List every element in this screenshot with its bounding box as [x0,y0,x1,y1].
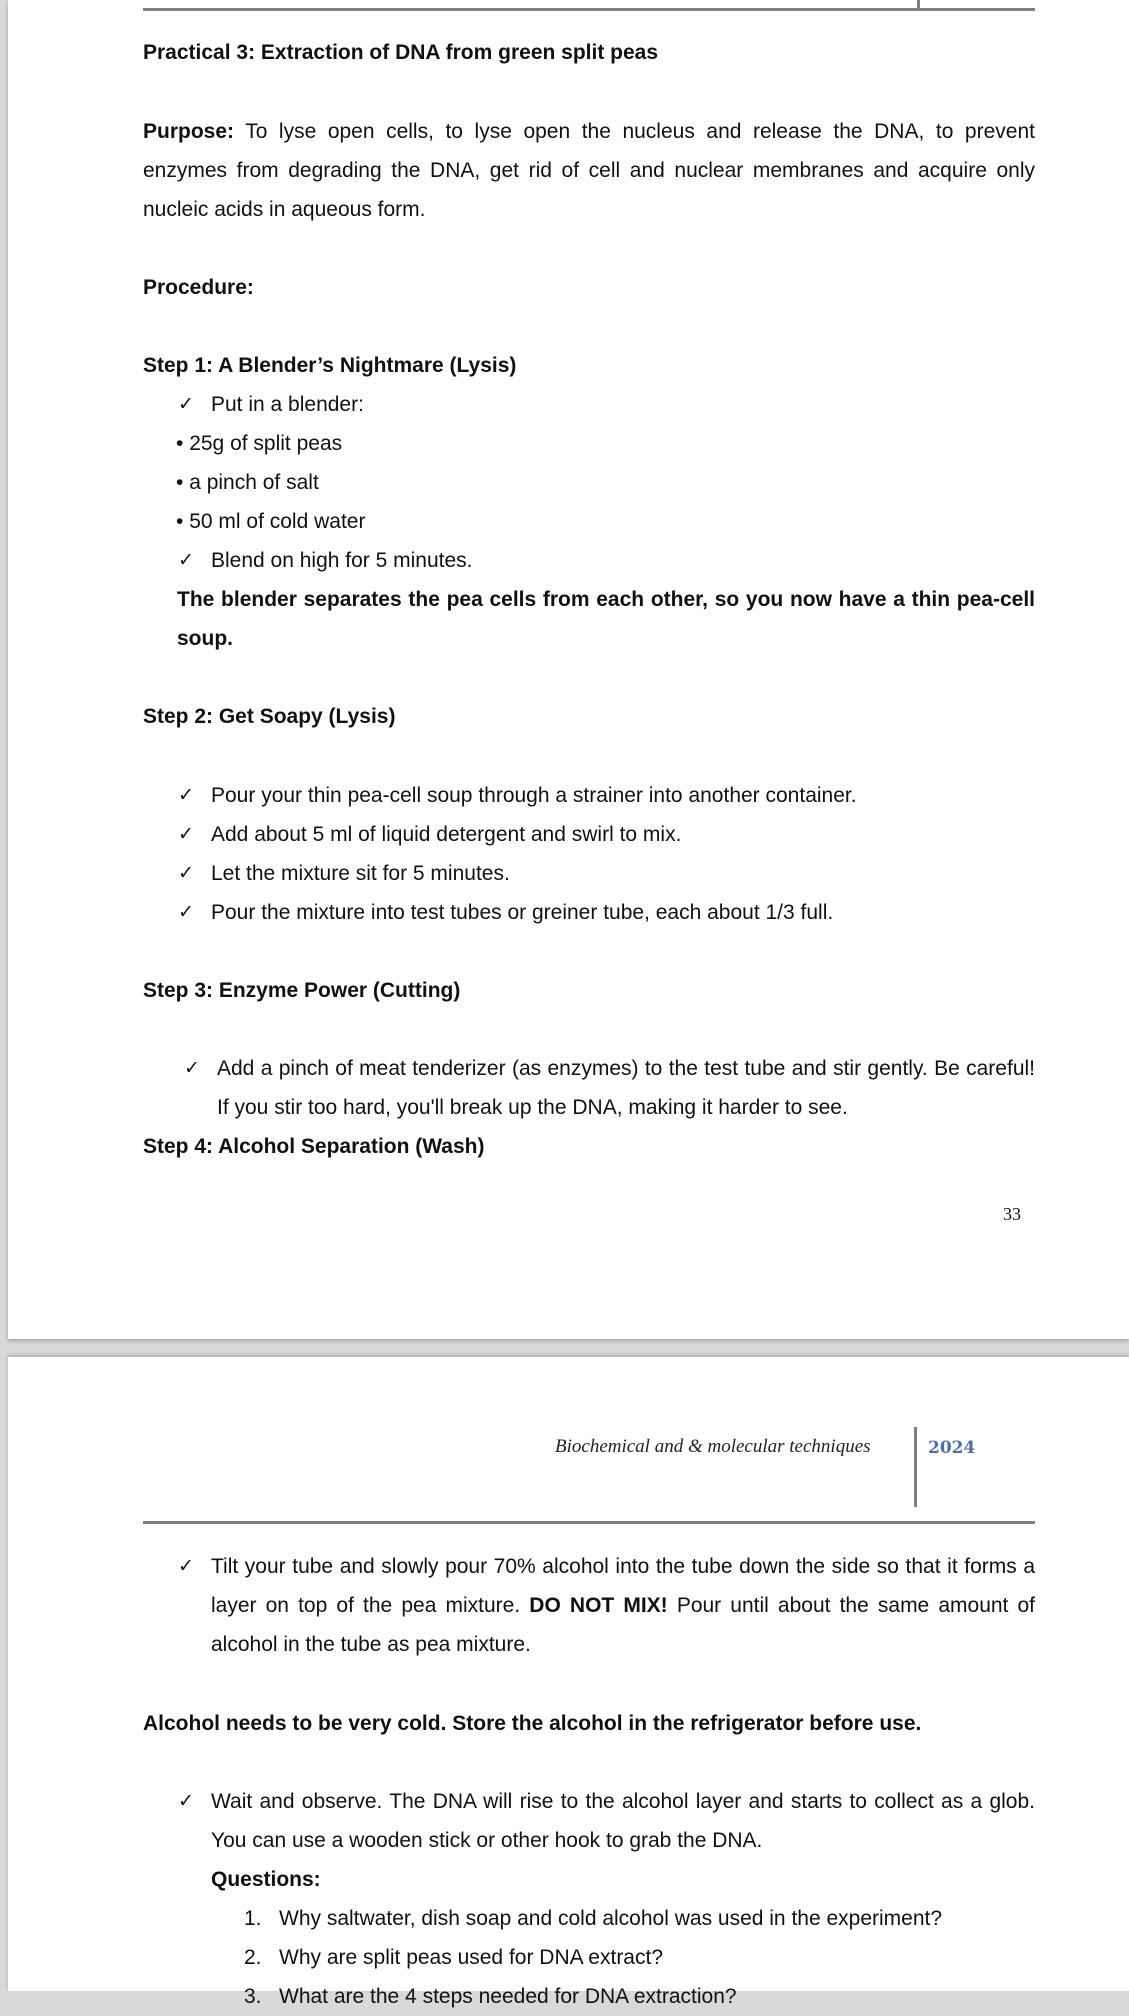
step2-heading: Step 2: Get Soapy (Lysis) [143,705,396,728]
questions-label: Questions: [211,1868,321,1891]
practical-title: Practical 3: Extraction of DNA from green split peas [143,41,659,64]
step1-note: The blender separates the pea cells from each other, so you now have a thin pea-cell soup. [177,588,1035,650]
question-number: 3. [244,1985,262,2008]
step3-heading: Step 3: Enzyme Power (Cutting) [143,979,461,1002]
check-mark-icon: ✓ [178,862,194,884]
header-rule [143,1521,1035,1524]
question-item: What are the 4 steps needed for DNA extraction? [279,1985,737,2008]
step2-item: Pour your thin pea-cell soup through a strainer into another container. [211,784,857,807]
purpose-paragraph [143,112,1035,229]
tilt-text-start: Tilt your tube and slowly pour 70% alcohol into the tube down the side so that it forms a layer on top of the pea mixture. [211,1555,1035,1617]
list-item [176,463,319,502]
bullet-dot-icon: • [176,471,184,494]
step1-ingredient: 50 ml of cold water [189,510,366,533]
check-mark-icon: ✓ [178,784,194,806]
step3-item: Add a pinch of meat tenderizer (as enzymes) to the test tube and stir gently. Be careful! If you stir too hard, you'll break up the DNA, making it harder to see. [217,1057,1035,1119]
wait-instruction: Wait and observe. The DNA will rise to the alcohol layer and starts to collect as a glob. You can use a wooden stick or other hook to grab the DNA. [211,1790,1035,1852]
check-mark-icon: ✓ [178,823,194,845]
check-mark-icon: ✓ [178,901,194,923]
step2-item: Add about 5 ml of liquid detergent and swirl to mix. [211,823,682,846]
list-item [176,424,342,463]
document-page-33 [8,0,1129,1339]
running-header-title: Biochemical and & molecular techniques [555,1436,871,1457]
page-number: 33 [1003,1204,1021,1224]
step2-item: Pour the mixture into test tubes or greiner tube, each about 1/3 full. [211,901,834,924]
check-mark-icon: ✓ [184,1057,200,1079]
step4-heading: Step 4: Alcohol Separation (Wash) [143,1135,485,1158]
step2-item: Let the mixture sit for 5 minutes. [211,862,510,885]
question-number: 1. [244,1907,262,1930]
header-divider [917,0,920,10]
step1-blend: Blend on high for 5 minutes. [211,549,473,572]
header-rule [143,8,1035,11]
question-item: Why saltwater, dish soap and cold alcohol was used in the experiment? [279,1907,943,1930]
do-not-mix-warning: DO NOT MIX! [529,1594,668,1617]
procedure-label: Procedure: [143,276,254,299]
header-divider [914,1427,917,1507]
document-page-34 [8,1357,1129,2008]
tilt-text-end: Pour until about the same amount of alcohol in the tube as pea mixture. [211,1594,1036,1656]
list-item [176,502,365,541]
step1-ingredient: a pinch of salt [189,471,319,494]
step1-ingredient: 25g of split peas [189,432,343,455]
question-number: 2. [244,1946,262,1969]
step1-heading: Step 1: A Blender’s Nightmare (Lysis) [143,354,517,377]
check-mark-icon: ✓ [178,1555,194,1577]
check-mark-icon: ✓ [178,393,194,415]
cold-alcohol-note: Alcohol needs to be very cold. Store the alcohol in the refrigerator before use. [143,1712,922,1735]
step1-put-in-blender: Put in a blender: [211,393,364,416]
question-item: Why are split peas used for DNA extract? [279,1946,663,1969]
purpose-text: To lyse open cells, to lyse open the nucleus and release the DNA, to prevent enzymes from degrading the DNA, get rid of cell and nuclear membranes and acquire only nucleic acids in aqueous form. [143,120,1035,221]
running-header-year: 2024 [928,1438,976,1458]
purpose-label: Purpose: [143,120,235,143]
bullet-dot-icon: • [176,432,184,455]
bullet-dot-icon: • [176,510,184,533]
tilt-instruction [211,1547,1035,1664]
check-mark-icon: ✓ [178,1790,194,1812]
check-mark-icon: ✓ [178,549,194,571]
